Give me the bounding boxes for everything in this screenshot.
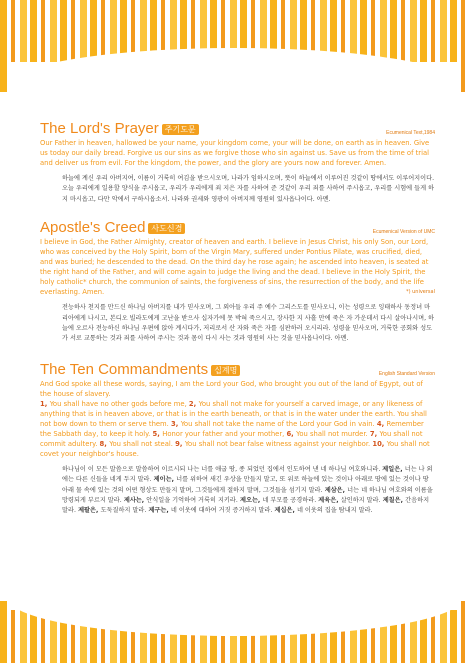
ten-commandments-intro: And God spoke all these words, saying, I am the Lord your God, who brought you out of the land of Egypt, out of the house of slavery. — [40, 379, 423, 398]
korean-commandment-text: 너를 위하여 새긴 우상을 만들지 말고, 또 위로 하늘에 있는 것이나 아래로 땅에 있는 것이나 땅 아래 물 속에 있는 것의 어떤 형상도 만들지 말며, 그것들에게 절하지 말며, 그것들을 섬기지 말라. — [62, 476, 429, 494]
korean-commandment-label: 제십은, — [272, 507, 297, 515]
commandment-item — [40, 400, 189, 408]
commandment-number: 6, — [286, 429, 297, 438]
commandment-number: 8, — [99, 439, 110, 448]
korean-commandment-text: 너는 네 하나님 여호와의 이름을 망령되게 부르지 말라. — [62, 486, 433, 505]
commandment-text: You shall not murder. — [296, 429, 370, 438]
korean-commandment-label: 제구는, — [146, 507, 171, 515]
commandment-text: You shall not make for yourself a carved image, or any likeness of anything that is in heaven above, or that is in the earth beneath, or that is in the water under the earth. You shall not bow down to them or serve them. — [40, 399, 427, 428]
commandment-text: You shall have no other gods before me, — [49, 399, 189, 408]
commandment-number: 5, — [152, 429, 163, 438]
ten-commandments-korean-list — [62, 466, 433, 515]
korean-commandment-text: 너는 나 외에는 다른 신들을 네게 두지 말라. — [62, 465, 433, 484]
commandment-text: You shall not commit adultery. — [40, 429, 423, 448]
korean-commandment-text: 간음하지 말라. — [62, 497, 430, 515]
korean-commandment-label: 제육은, — [316, 497, 341, 505]
commandment-number: 7, — [369, 429, 380, 438]
ten-commandments-english — [40, 379, 435, 459]
commandment-item — [286, 430, 369, 438]
commandment-number: 2, — [188, 399, 199, 408]
ten-commandments-header — [40, 359, 435, 377]
korean-commandment-text: 도둑질하지 말라. — [100, 507, 147, 515]
commandment-number: 1, — [40, 399, 50, 408]
lords-prayer-title: The Lord's Prayer — [40, 120, 159, 137]
korean-commandment-text: 네 이웃에 대하여 거짓 증거하지 말라. — [170, 507, 273, 515]
korean-commandment-item — [316, 497, 380, 504]
korean-commandment-text: 네 부모를 공경하라. — [262, 497, 317, 505]
ten-commandments-list — [40, 400, 430, 458]
ten-commandments-korean — [40, 465, 435, 517]
korean-commandment-text: 안식일을 기억하여 거룩히 지키라. — [146, 497, 238, 505]
commandment-item — [175, 440, 372, 448]
korean-commandment-label: 제칠은, — [380, 497, 406, 505]
korean-commandment-label: 제팔은, — [75, 507, 101, 515]
commandment-item — [100, 440, 176, 448]
lords-prayer-tag: 주기도문 — [162, 124, 199, 135]
commandment-item — [153, 430, 287, 438]
lords-prayer-korean: 하늘에 계신 우리 아버지여, 이름이 거룩히 여김을 받으시오며, 나라가 임하시오며, 뜻이 하늘에서 이루어진 것같이 땅에서도 이루어지이다. 오늘 우리에게 일용할 양식을 주시옵고, 우리가 우리에게 죄 지은 자를 사하여 준 것같이 우리 죄를 사하여 주시옵고, 우리를 시험에 들게 하지 마시옵고, 다만 악에서 구하시옵소서. 나라와 권세와 영광이 아버지께 영원히 있사옵나이다. 아멘. — [62, 175, 435, 203]
commandment-text: Honor your father and your mother, — [162, 429, 287, 438]
korean-commandment-label: 제삼은, — [322, 486, 348, 494]
ten-commandments-korean-intro: 하나님이 이 모든 말씀으로 말씀하여 이르시되 나는 너를 애굽 땅, 종 되었던 집에서 인도하여 낸 네 하나님 여호와니라. — [62, 465, 381, 473]
lords-prayer-source: Ecumenical Text,1984 — [386, 130, 435, 136]
apostles-creed-tag: 사도신경 — [148, 223, 185, 234]
korean-commandment-item — [76, 507, 146, 514]
korean-commandment-label: 제일은, — [382, 465, 405, 473]
korean-commandment-item — [238, 497, 316, 504]
korean-commandment-item — [146, 507, 272, 514]
korean-commandment-item — [122, 497, 238, 504]
commandment-text: You shall not covet your neighbor's house. — [40, 439, 430, 458]
apostles-creed-source: Ecumenical Version of UMC — [372, 229, 435, 236]
lords-prayer-section — [40, 118, 435, 205]
commandment-item — [171, 420, 377, 428]
korean-commandment-item — [272, 507, 372, 514]
korean-commandment-label: 제사는, — [121, 497, 147, 505]
commandment-text: You shall not take the name of the Lord your God in vain. — [180, 419, 377, 428]
ten-commandments-tag: 십계명 — [211, 365, 240, 376]
commandment-number: 3, — [171, 419, 181, 428]
ten-commandments-source: English Standard Version — [378, 370, 435, 377]
apostles-creed-header — [40, 217, 435, 235]
ten-commandments-section — [40, 359, 435, 517]
lords-prayer-english: Our Father in heaven, hallowed be your name, your kingdom come, your will be done, on earth as in heaven. Give us today our daily bread. Forgive us our sins as we forgive those who sin against us. Save us from the time of trial and deliver us from evil. For the kingdom, the power, and the glory are yours now and forever. Amen. — [40, 139, 430, 167]
commandment-text: You shall not steal. — [109, 439, 176, 448]
apostles-creed-title: Apostle's Creed — [40, 219, 146, 237]
lords-prayer-header — [40, 118, 435, 136]
commandment-number: 4, — [376, 419, 387, 428]
apostles-creed-english — [40, 237, 435, 297]
apostles-creed-english-text: I believe in God, the Father Almighty, creator of heaven and earth. I believe in Jesus Christ, his only Son, our Lord, who was conceived by the Holy Spirit, born of the Virgin Mary, suffered under Pontius Pilate, was crucified, died, and was buried; he descended to the dead. On the third day he rose again; he ascended into heaven, is seated at the right hand of the Father, and will come again to judge the living and the dead. I believe in the Holy Spirit, the holy catholic* church, the communion of saints, the forgiveness of sins, the resurrection of the body, and the life everlasting. Amen. — [40, 238, 429, 297]
apostles-creed-section — [40, 217, 435, 345]
commandment-text: Remember the Sabbath day, to keep it holy. — [40, 419, 424, 438]
korean-commandment-text: 네 이웃의 집을 탐내지 말라. — [296, 507, 373, 515]
commandment-text: You shall not bear false witness against your neighbor. — [184, 439, 373, 448]
korean-commandment-label: 제오는, — [237, 497, 263, 505]
commandment-number: 10, — [372, 439, 387, 448]
apostles-creed-footnote: *) universal — [406, 289, 435, 296]
korean-commandment-text: 살인하지 말라. — [340, 497, 381, 505]
ten-commandments-title: The Ten Commandments — [40, 360, 209, 378]
page-content — [40, 118, 435, 517]
commandment-number: 9, — [175, 439, 185, 448]
korean-commandment-label: 제이는, — [151, 476, 177, 484]
apostles-creed-korean: 전능하사 천지를 만드신 하나님 아버지를 내가 믿사오며, 그 외아들 우리 주 예수 그리스도를 믿사오니, 이는 성령으로 잉태하사 동정녀 마리아에게 나시고, 본디오 빌라도에게 고난을 받으사 십자가에 못 박혀 죽으시고, 장사한 지 사흘 만에 죽은 자 가운데서 다시 살아나시며, 하늘에 오르사 전능하신 하나님 우편에 앉아 계시다가, 저리로서 산 자와 죽은 자를 심판하러 오시리라. 성령을 믿사오며, 거룩한 공회와 성도가 서로 교통하는 것과 죄를 사하여 주시는 것과 몸이 다시 사는 것과 영원히 사는 것을 믿사옵나이다. 아멘. — [62, 304, 435, 343]
